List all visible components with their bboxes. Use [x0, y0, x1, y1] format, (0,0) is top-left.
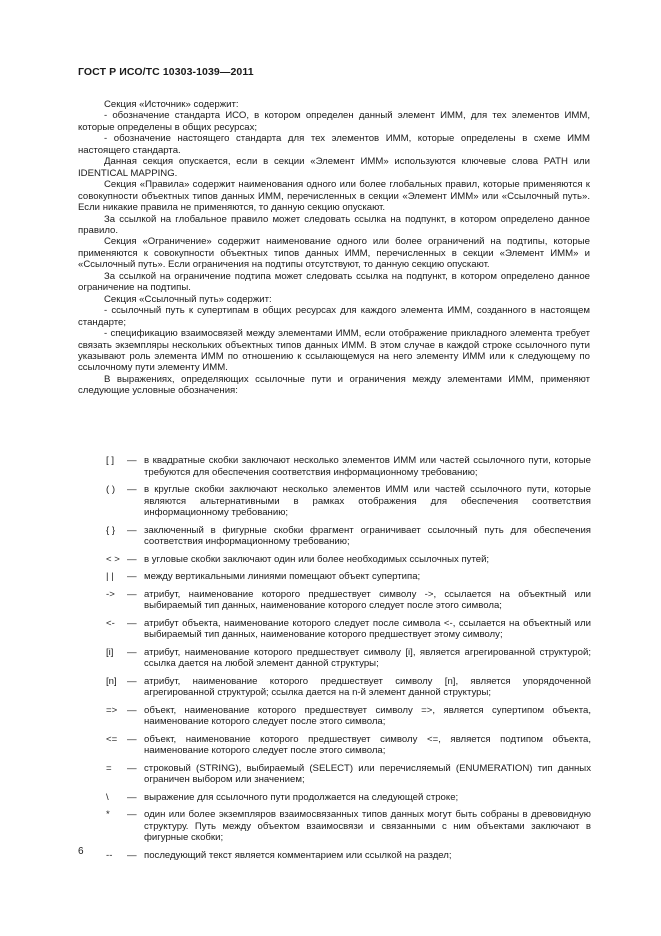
list-item [106, 647, 591, 670]
paragraph: Секция «Источник» содержит: [104, 99, 239, 110]
notation-text: в квадратные скобки заключают несколько элементов ИММ или частей ссылочного пути, которые требуются для обеспечения соответствия информационному требованию; [144, 455, 591, 478]
dash: — [127, 646, 137, 658]
notation-text: строковый (STRING), выбираемый (SELECT) или перечисляемый (ENUMERATION) тип данных ограничен выбором или значением; [144, 762, 591, 785]
notation-text: атрибут, наименование которого предшествует символу [n], является упорядоченной агрегированной структурой; ссылка дается на n-й элемент данной структуры; [144, 675, 591, 698]
paragraph: Секция «Ссылочный путь» содержит: [104, 293, 272, 305]
paragraph: В выражениях, определяющих ссылочные пути и ограничения между элементами ИММ, применяют следующие условные обозначения: [78, 373, 590, 397]
page-number: 6 [78, 846, 84, 857]
notation-symbol: => [106, 704, 118, 716]
dash: — [127, 617, 137, 629]
notation-symbol: ( ) [106, 484, 116, 495]
notation-text: в угловые скобки заключают один или более необходимых ссылочных путей; [144, 553, 490, 565]
list-item [106, 850, 591, 862]
dash: — [127, 588, 137, 600]
notation-symbol: <- [106, 617, 115, 629]
notation-text: заключенный в фигурные скобки фрагмент ограничивает ссылочный путь для обеспечения соответствия информационному требованию; [144, 524, 591, 547]
notation-text: в круглые скобки заключают несколько элементов ИММ или частей ссылочного пути, которые являются альтернативными в рамках отображения для обеспечения соответствия информационному требованию; [144, 484, 591, 518]
notation-symbol: { } [106, 524, 116, 536]
notation-symbol: <= [106, 733, 118, 745]
notation-text: атрибут объекта, наименование которого следует после символа <-, ссылается на объектный или выбираемый тип данных, наименование которого предшествует этому символу; [144, 617, 591, 640]
dash: — [127, 524, 137, 536]
dash: — [127, 791, 137, 803]
list-item [106, 554, 591, 566]
dash: — [127, 484, 137, 495]
notation-text: атрибут, наименование которого предшествует символу [i], является агрегированной структурой; ссылка дается на любой элемент данной структуры; [144, 646, 591, 669]
notation-text: объект, наименование которого предшествует символу <=, является подтипом объекта, наименование которого следует после этого символа; [144, 733, 591, 756]
paragraph: - обозначение настоящего стандарта для тех элементов ИММ, которые определены в схеме ИММ настоящего стандарта. [78, 133, 590, 156]
notation-symbol: -> [106, 588, 115, 600]
document-header: ГОСТ Р ИСО/ТС 10303-1039—2011 [78, 66, 254, 78]
dash: — [127, 704, 137, 716]
notation-symbol: \ [106, 791, 109, 803]
notation-symbol: -- [106, 849, 113, 861]
notation-symbol: [n] [106, 675, 117, 687]
dash: — [127, 809, 137, 820]
notation-symbol: < > [106, 553, 120, 565]
notation-text: между вертикальными линиями помещают объект супертипа; [144, 571, 421, 582]
list-item [106, 455, 591, 478]
dash: — [127, 571, 137, 582]
paragraph: За ссылкой на ограничение подтипа может следовать ссылка на подпункт, в котором определено данное ограничение на подтипы. [78, 270, 590, 294]
paragraph: Секция «Правила» содержит наименования одного или более глобальных правил, которые применяются к совокупности объектных типов данных ИММ, перечисленных в секции «Элемент ИММ» или «Ссылочный путь». Если никакие правила не применяются, то данную секцию опускают. [78, 179, 590, 214]
paragraph: - спецификацию взаимосвязей между элементами ИММ, если отображение прикладного элемента требует связать экземпляры нескольких объектных типов данных ИММ. В этом случае в каждой строке ссылочного пути указывают роль элемента ИММ по отношению к ссылающемуся на него элементу ИММ или к следующему по ссылочному пути элементу ИММ. [78, 328, 590, 374]
list-item [106, 618, 591, 641]
list-item [106, 763, 591, 786]
body-text [78, 99, 590, 397]
notation-symbol: = [106, 762, 112, 774]
notation-symbol: [ ] [106, 455, 114, 466]
dash: — [127, 733, 137, 745]
notation-symbol: * [106, 809, 110, 820]
paragraph: Секция «Ограничение» содержит наименование одного или более ограничений на подтипы, которые применяются к совокупности объектных типов данных ИММ, перечисленных в секции «Элемент ИММ» и «Ссылочный путь». Если ограничения на подтипы отсутствуют, то данную секцию опускают. [78, 236, 590, 271]
dash: — [127, 455, 137, 466]
paragraph: За ссылкой на глобальное правило может следовать ссылка на подпункт, в котором определено данное правило. [78, 213, 590, 236]
list-item [106, 734, 591, 757]
dash: — [127, 762, 137, 774]
list-item [106, 571, 591, 583]
notation-text: атрибут, наименование которого предшествует символу ->, ссылается на объектный или выбираемый тип данных, наименование которого следует после этого символа; [144, 588, 591, 611]
dash: — [127, 675, 137, 687]
dash: — [127, 849, 137, 861]
list-item [106, 809, 591, 844]
list-item [106, 484, 591, 519]
notation-list [106, 455, 591, 867]
notation-text: объект, наименование которого предшествует символу =>, является супертипом объекта, наименование которого следует после этого символа; [144, 704, 591, 727]
notation-symbol: [i] [106, 646, 114, 658]
list-item [106, 589, 591, 612]
notation-symbol: | | [106, 571, 114, 582]
dash: — [127, 553, 137, 565]
notation-text: один или более экземпляров взаимосвязанных типов данных могут быть собраны в древовидную структуру. Путь между объектом взаимосвязи и связанными с ним объектами заключают в фигурные скобки; [144, 809, 591, 843]
list-item [106, 792, 591, 804]
paragraph: - обозначение стандарта ИСО, в котором определен данный элемент ИММ, для тех элементов ИММ, которые определены в общих ресурсах; [78, 110, 590, 133]
notation-text: последующий текст является комментарием или ссылкой на раздел; [144, 849, 452, 861]
notation-text: выражение для ссылочного пути продолжается на следующей строке; [144, 791, 459, 803]
list-item [106, 676, 591, 699]
paragraph: Данная секция опускается, если в секции «Элемент ИММ» используются ключевые слова PATH или IDENTICAL MAPPING. [78, 156, 590, 179]
list-item [106, 525, 591, 548]
list-item [106, 705, 591, 728]
paragraph: - ссылочный путь к супертипам в общих ресурсах для каждого элемента ИММ, созданного в настоящем стандарте; [78, 305, 590, 328]
